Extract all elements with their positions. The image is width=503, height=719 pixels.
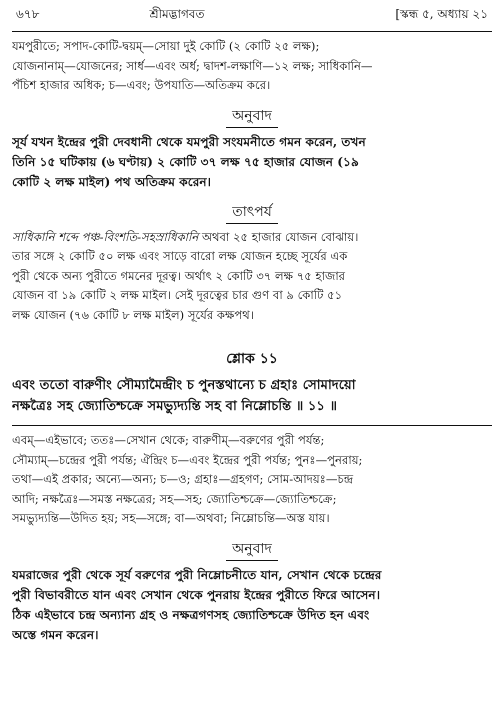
text-line: তার সঙ্গে ২ কোটি ৫০ লক্ষ এবং সাড়ে বারো লক্ষ যোজন হচ্ছে সূর্যের এক [12, 249, 348, 263]
page-number: ৬৭৮ [16, 7, 40, 21]
text-line: সমভ্যুদ্যন্তি—উদিত হয়; সহ—সঙ্গে; বা—অথবা; নিম্লোচন্তি—অস্ত যায়। [12, 511, 330, 525]
text-line: সাধিকানি শব্দে পঞ্চ-বিংশতি-সহস্রাধিকানি অথবা ২৫ হাজার যোজন বোঝায়। [12, 229, 359, 244]
text-line: যোজন বা ১৯ কোটি ২ লক্ষ মাইল। সেই দূরত্বের চার গুণ বা ৯ কোটি ৫১ [12, 288, 343, 302]
verse-heading: শ্লোক ১১ [226, 351, 278, 367]
text-line: আদি; নক্ষত্রৈঃ—সমস্ত নক্ষত্রের; সহ—সহ; জ্যোতিশ্চক্রে—জ্যোতিশ্চক্রে; [12, 491, 337, 506]
word-meaning-top [12, 37, 492, 96]
text-line: এবম্—এইভাবে; ততঃ—সেখান থেকে; বারুণীম্—বরুণের পুরী পর্যন্ত; [12, 433, 325, 447]
translation-heading-1: অনুবাদ [12, 106, 492, 128]
book-page [12, 6, 492, 713]
book-title: শ্রীমদ্ভাগবত [149, 7, 205, 21]
translation-1 [12, 132, 492, 192]
running-header [12, 6, 492, 32]
text-line: যমরাজের পুরী থেকে সূর্য বরুণের পুরী নিম্লোচনীতে যান, সেখান থেকে চন্দ্রের [12, 567, 382, 582]
text-line: পুরী থেকে অন্য পুরীতে গমনের দূরত্ব। অর্থাৎ ২ কোটি ৩৭ লক্ষ ৭৫ হাজার [12, 268, 346, 283]
verse-line: নক্ষত্রৈঃ সহ জ্যোতিশ্চক্রে সমভ্যুদ্যন্তি সহ বা নিম্লোচন্তি ॥ ১১ ॥ [12, 399, 338, 414]
divider [12, 425, 492, 426]
text-line: সূর্য যখন ইন্দ্রের পুরী দেবধানী থেকে যমপুরী সংযমনীতে গমন করেন, তখন [12, 134, 366, 149]
translation-heading-2: অনুবাদ [12, 539, 492, 561]
purport-heading: তাৎপর্য [12, 202, 492, 224]
verse-line: এবং ততো বারুণীং সৌম্যামৈন্দ্রীং চ পুনস্তথান্যে চ গ্রহাঃ সোমাদয়ো [12, 378, 356, 393]
text-line: যমপুরীতে; সপাদ-কোটি-দ্বয়ম্—সোয়া দুই কোটি (২ কোটি ২৫ লক্ষ); [12, 39, 320, 53]
text-line: যোজনানাম্—যোজনের; সার্ধ—এবং অর্ধ; দ্বাদশ-লক্ষাণি—১২ লক্ষ; সাধিকানি— [12, 58, 373, 73]
text-line: পুরী বিভাবরীতে যান এবং সেখান থেকে পুনরায় ইন্দ্রের পুরীতে ফিরে আসেন। [12, 587, 381, 602]
translation-2 [12, 565, 492, 645]
chapter-reference: [স্কন্ধ ৫, অধ্যায় ২১ [395, 7, 488, 21]
verse-text [12, 375, 492, 417]
word-meaning-verse [12, 431, 492, 529]
purport-italic-term: সাধিকানি শব্দে পঞ্চ-বিংশতি-সহস্রাধিকানি [12, 229, 199, 244]
text-line: সৌম্যাম্—চন্দ্রের পুরী পর্যন্ত; ঐন্দ্রিং চ—এবং ইন্দ্রের পুরী পর্যন্ত; পুনঃ—পুনরায়; [12, 452, 363, 467]
text-line: ঠিক এইভাবে চন্দ্র অন্যান্য গ্রহ ও নক্ষত্রগণসহ জ্যোতিশ্চক্রে উদিত হন এবং [12, 607, 370, 622]
text-line: পঁচিশ হাজার অধিক; চ—এবং; উপযাতি—অতিক্রম করে। [12, 78, 271, 92]
text-line: তথা—এই প্রকার; অন্যে—অন্য; চ—ও; গ্রহাঃ—গ্রহগণ; সোম-আদয়ঃ—চন্দ্র [12, 472, 354, 486]
text-line: লক্ষ যোজন (৭৬ কোটি ৮ লক্ষ মাইল) সূর্যের কক্ষপথ। [12, 307, 254, 322]
purport [12, 228, 492, 326]
text-line: কোটি ২ লক্ষ মাইল) পথ অতিক্রম করেন। [12, 174, 212, 189]
text-line: অস্তে গমন করেন। [12, 627, 99, 642]
text-line: তিনি ১৫ ঘটিকায় (৬ ঘণ্টায়) ২ কোটি ৩৭ লক্ষ ৭৫ হাজার যোজন (১৯ [12, 154, 359, 169]
